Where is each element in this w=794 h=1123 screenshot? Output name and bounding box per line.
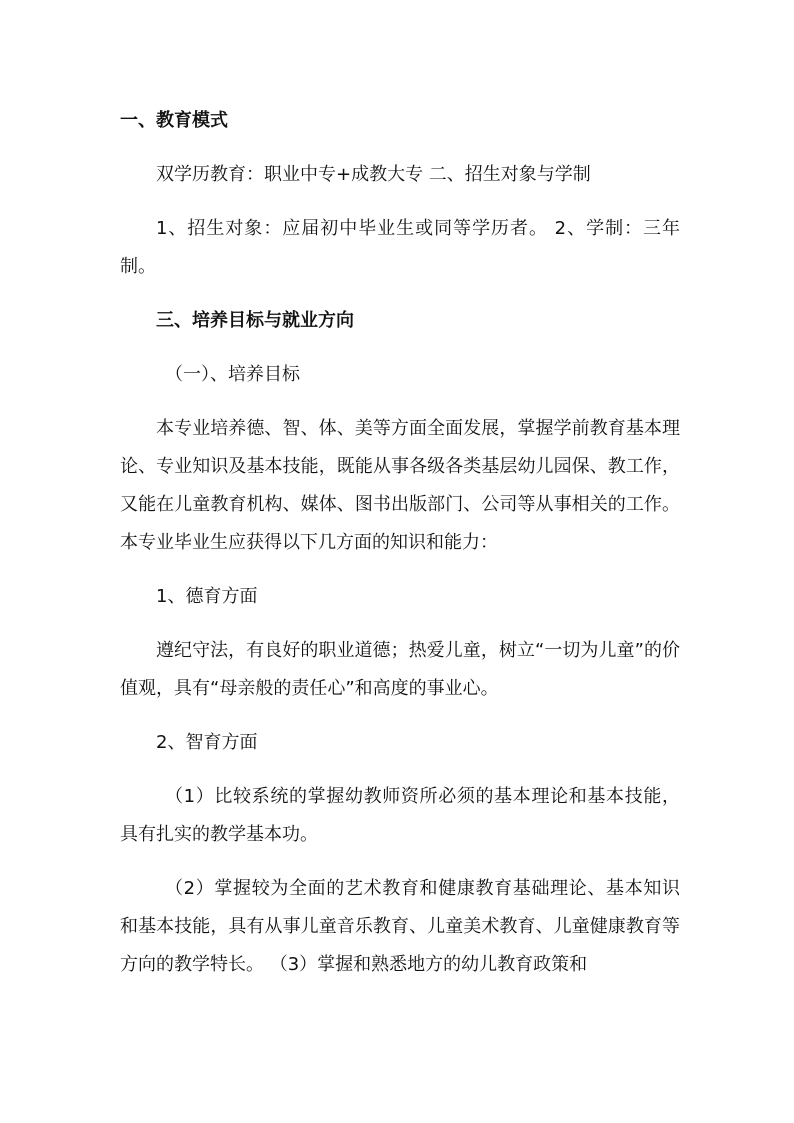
paragraph-moral-description: 遵纪守法，有良好的职业道德；热爱儿童，树立“一切为儿童”的价值观，具有“母亲般的责任心”和高度的事业心。 xyxy=(120,640,680,699)
paragraph-intellect-heading: 2、智育方面 xyxy=(156,732,258,753)
paragraph-intellect-item-1: （1）比较系统的掌握幼教师资所必须的基本理论和基本技能，具有扎实的教学基本功。 xyxy=(120,786,680,845)
paragraph-goal-subheading: （一）、培养目标 xyxy=(165,364,300,385)
document-body xyxy=(120,102,680,984)
paragraph-enrollment: 1、招生对象：应届初中毕业生或同等学历者。 2、学制：三年制。 xyxy=(120,218,680,277)
paragraph-moral-heading: 1、德育方面 xyxy=(156,586,258,607)
heading-education-mode: 一、教育模式 xyxy=(120,110,228,131)
paragraph-intellect-item-2: （2）掌握较为全面的艺术教育和健康教育基础理论、基本知识和基本技能，具有从事儿童音乐教育、儿童美术教育、儿童健康教育等方向的教学特长。 （3）掌握和熟悉地方的幼儿教育政策和 xyxy=(120,878,680,975)
heading-training-goals: 三、培养目标与就业方向 xyxy=(156,310,354,331)
paragraph-dual-degree: 双学历教育：职业中专+成教大专 二、招生对象与学制 xyxy=(156,164,591,185)
paragraph-goal-description: 本专业培养德、智、体、美等方面全面发展，掌握学前教育基本理论、专业知识及基本技能，既能从事各级各类基层幼儿园保、教工作，又能在儿童教育机构、媒体、图书出版部门、公司等从事相关的工作。本专业毕业生应获得以下几方面的知识和能力： xyxy=(120,418,680,553)
